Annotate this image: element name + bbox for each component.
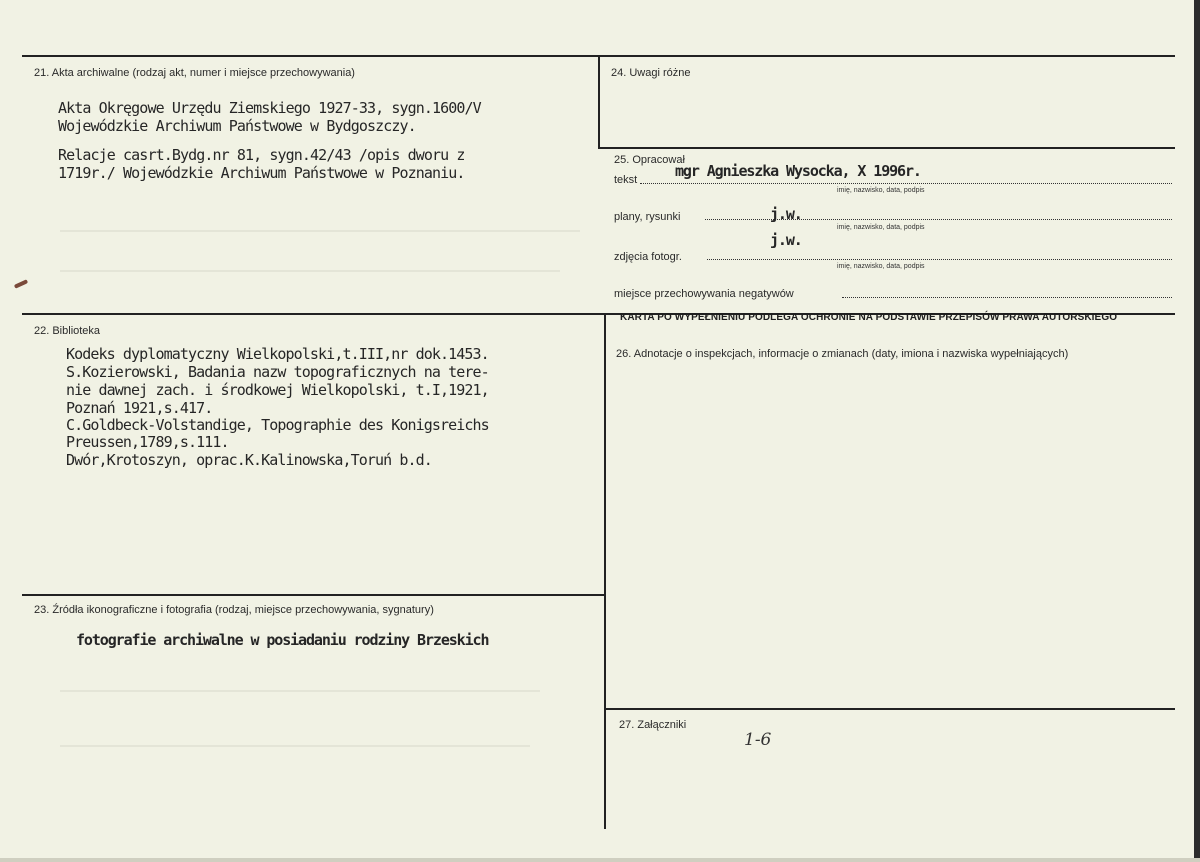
negatywy-label: miejsce przechowywania negatywów [614, 288, 794, 300]
bibliography-line: C.Goldbeck-Volstandige, Topographie des Konigsreichs [66, 416, 489, 434]
card-edge-bottom [0, 858, 1200, 862]
bibliography-line: Kodeks dyplomatyczny Wielkopolski,t.III,nr dok.1453. [66, 345, 489, 363]
section-24-label: 24. Uwagi różne [611, 67, 691, 79]
tekst-label: tekst [614, 174, 638, 186]
bleed-through-line [60, 745, 530, 747]
section-26-label: 26. Adnotacje o inspekcjach, informacje o zmianach (daty, imiona i nazwiska wypełniających) [616, 348, 1069, 360]
signature-hint: imię, nazwisko, data, podpis [837, 263, 925, 270]
copyright-notice: KARTA PO WYPEŁNIENIU PODLEGA OCHRONIE NA PODSTAWIE PRZEPISÓW PRAWA AUTORSKIEGO [620, 312, 1118, 323]
column-divider-upper [598, 55, 600, 148]
attachments-value: 1-6 [744, 730, 772, 750]
bleed-through-line [60, 270, 560, 272]
bibliography-line: nie dawnej zach. i środkowej Wielkopolski, t.I,1921, [66, 381, 489, 399]
section-27-label: 27. Załączniki [619, 719, 687, 731]
zdjecia-value: j.w. [770, 231, 802, 249]
section-22-label: 22. Biblioteka [34, 325, 101, 337]
archive-entry-line: Relacje casrt.Bydg.nr 81, sygn.42/43 /opis dworu z [58, 146, 465, 164]
rule-24-25 [598, 147, 1175, 149]
rule-26-27 [604, 708, 1175, 710]
iconography-text: fotografie archiwalne w posiadaniu rodziny Brzeskich [76, 631, 489, 649]
bibliography-line: Dwór,Krotoszyn, oprac.K.Kalinowska,Toruń b.d. [66, 451, 432, 469]
negatywy-dotted-line [842, 297, 1172, 298]
bibliography-line: Poznań 1921,s.417. [66, 399, 213, 417]
ink-stain [14, 279, 28, 289]
section-25-label: 25. Opracował [614, 154, 685, 166]
rule-22-23 [22, 594, 606, 596]
tekst-dotted-line [640, 183, 1172, 184]
section-21-label: 21. Akta archiwalne (rodzaj akt, numer i miejsce przechowywania) [34, 67, 355, 79]
archive-entry-line: Wojewódzkie Archiwum Państwowe w Bydgoszczy. [58, 117, 416, 135]
tekst-value: mgr Agnieszka Wysocka, X 1996r. [675, 162, 921, 180]
bleed-through-line [60, 690, 540, 692]
plany-value: j.w. [770, 205, 802, 223]
signature-hint: imię, nazwisko, data, podpis [837, 224, 925, 231]
archive-entry-line: 1719r./ Wojewódzkie Archiwum Państwowe w Poznaniu. [58, 164, 465, 182]
signature-hint: imię, nazwisko, data, podpis [837, 187, 925, 194]
section-23-label: 23. Źródła ikonograficzne i fotografia (rodzaj, miejsce przechowywania, sygnatury) [34, 604, 434, 616]
column-divider-lower [604, 313, 606, 829]
archive-entry-line: Akta Okręgowe Urzędu Ziemskiego 1927-33, sygn.1600/V [58, 99, 481, 117]
bleed-through-line [60, 230, 580, 232]
bibliography-line: S.Kozierowski, Badania nazw topograficznych na tere- [66, 363, 489, 381]
zdjecia-dotted-line [707, 259, 1172, 260]
zdjecia-label: zdjęcia fotogr. [614, 251, 682, 263]
plany-label: plany, rysunki [614, 211, 681, 223]
card-edge-right [1194, 0, 1200, 862]
bibliography-line: Preussen,1789,s.111. [66, 433, 229, 451]
